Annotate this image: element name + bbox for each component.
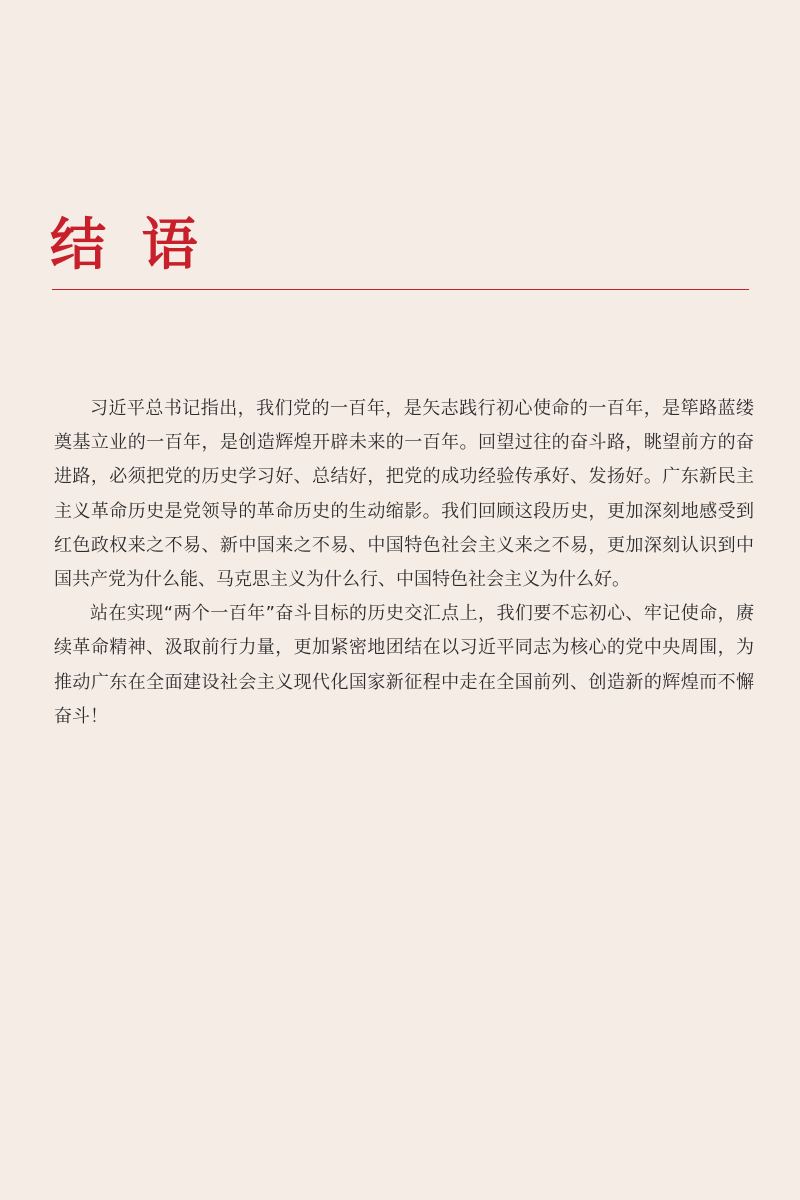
paragraph-1: 习近平总书记指出，我们党的一百年，是矢志践行初心使命的一百年，是筚路蓝缕奠基立业的一百年，是创造辉煌开辟未来的一百年。回望过往的奋斗路，眺望前方的奋进路，必须把党的历史学习好、总结好，把党的成功经验传承好、发扬好。广东新民主主义革命历史是党领导的革命历史的生动缩影。我们回顾这段历史，更加深刻地感受到红色政权来之不易、新中国来之不易、中国特色社会主义来之不易，更加深刻认识到中国共产党为什么能、马克思主义为什么行、中国特色社会主义为什么好。 — [54, 398, 754, 591]
chapter-title: 结 语 — [50, 213, 206, 278]
title-divider — [52, 289, 749, 290]
body-text — [54, 392, 754, 734]
paragraph-2: 站在实现“两个一百年”奋斗目标的历史交汇点上，我们要不忘初心、牢记使命，赓续革命精神、汲取前行力量，更加紧密地团结在以习近平同志为核心的党中央周围，为推动广东在全面建设社会主义现代化国家新征程中走在全国前列、创造新的辉煌而不懈奋斗！ — [54, 603, 754, 727]
